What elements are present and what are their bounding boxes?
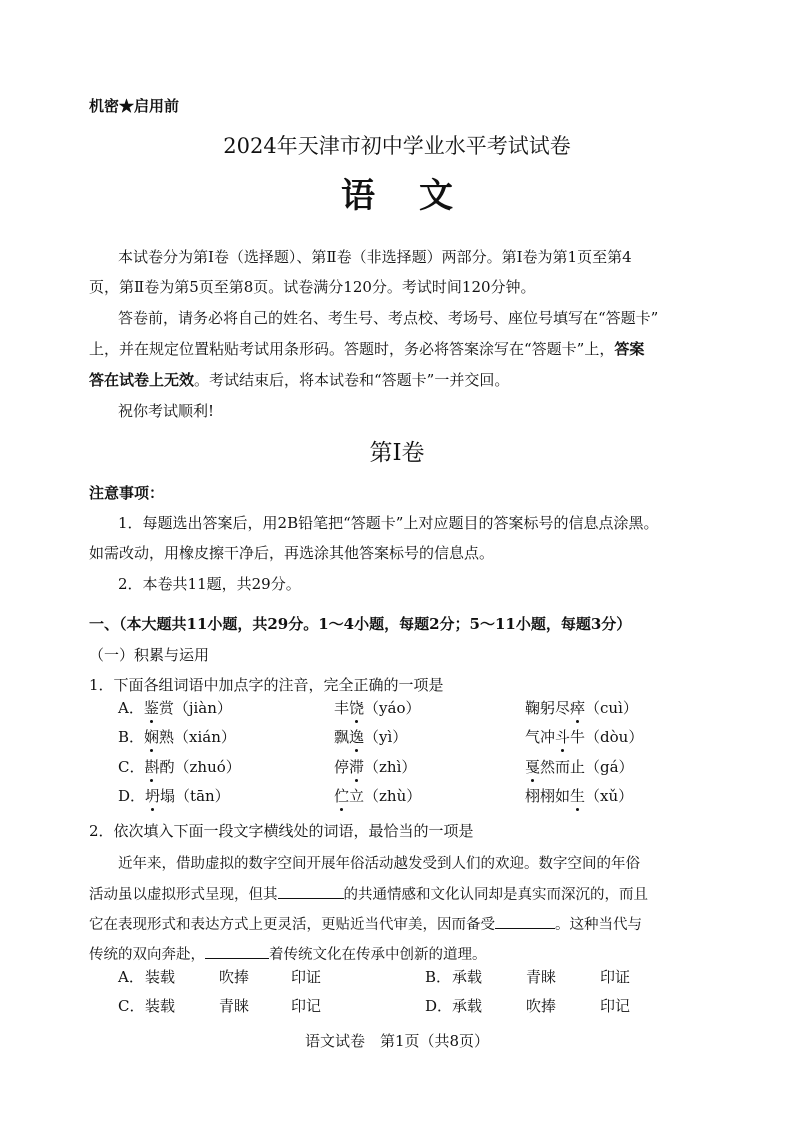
option-text: 立（zhù） <box>349 787 422 805</box>
intro-line-2: 页，第Ⅱ卷为第5页至第8页。试卷满分120分。考试时间120分钟。 <box>89 278 536 296</box>
dotted-char: 饶 <box>349 699 365 717</box>
passage-text: 活动虽以虚拟形式呈现，但其 <box>89 887 278 903</box>
confidential-mark: 机密★启用前 <box>89 97 180 115</box>
q2-option-c-word-2: 青睐 <box>219 997 250 1015</box>
fill-blank-2 <box>495 914 555 929</box>
option-text: 丰 <box>334 699 350 717</box>
notice-1-continued: 如需改动，用橡皮擦干净后，再选涂其他答案标号的信息点。 <box>89 544 495 562</box>
intro-line-5-bold: 答在试卷上无效 <box>89 371 195 389</box>
dotted-char: 生 <box>570 787 586 805</box>
q1-option-c-3 <box>525 756 634 777</box>
fill-blank-3 <box>205 944 269 959</box>
option-text: 栩栩如 <box>525 787 571 805</box>
q2-option-a-label: A． <box>118 968 144 986</box>
exam-title: 2024年天津市初中学业水平考试试卷 <box>223 134 571 158</box>
intro-line-4 <box>89 338 644 359</box>
dotted-char: 伫 <box>334 787 350 805</box>
intro-line-3: 答卷前，请务必将自己的姓名、考生号、考点校、考场号、座位号填写在“答题卡” <box>118 309 659 327</box>
option-text: 鞠躬尽 <box>525 699 571 717</box>
q2-option-a-word-1: 装载 <box>145 968 176 986</box>
question-2-stem: 2．依次填入下面一段文字横线处的词语，最恰当的一项是 <box>89 822 474 840</box>
question-1-stem: 1．下面各组词语中加点字的注音，完全正确的一项是 <box>89 676 444 694</box>
intro-good-luck: 祝你考试顺利! <box>118 402 215 420</box>
notice-1: 1．每题选出答案后，用2B铅笔把“答题卡”上对应题目的答案标号的信息点涂黑。 <box>118 514 659 532</box>
passage-text: 的共通情感和文化认同却是真实而深沉的，而且 <box>343 887 648 903</box>
option-text: （zhì） <box>364 758 417 776</box>
q2-option-d-word-3: 印记 <box>600 997 631 1015</box>
q1-option-a-2 <box>334 697 420 718</box>
q1-option-d-2 <box>334 785 421 806</box>
q2-option-d-word-1: 承载 <box>452 997 483 1015</box>
q2-passage-line-2 <box>89 883 648 904</box>
q2-passage-line-3 <box>89 913 642 934</box>
intro-line-1: 本试卷分为第Ⅰ卷（选择题）、第Ⅱ卷（非选择题）两部分。第Ⅰ卷为第1页至第4 <box>118 248 632 266</box>
dotted-char: 戛 <box>525 758 541 776</box>
dotted-char: 娴 <box>144 728 160 746</box>
option-text: （yì） <box>364 728 408 746</box>
notice-2: 2．本卷共11题，共29分。 <box>118 575 301 593</box>
option-text: 然而止（gá） <box>540 758 634 776</box>
option-text: 停 <box>334 758 350 776</box>
option-text: 酌（zhuó） <box>159 758 241 776</box>
q1-option-d-3 <box>525 785 633 806</box>
option-text: （cuì） <box>585 699 638 717</box>
option-text: 熟（xián） <box>159 728 236 746</box>
q2-option-c-word-1: 装载 <box>145 997 176 1015</box>
section-one-heading: 一、（本大题共11小题，共29分。1～4小题，每题2分；5～11小题，每题3分） <box>89 615 632 633</box>
dotted-char: 逸 <box>349 728 365 746</box>
option-text: 牛（dòu） <box>570 728 644 746</box>
passage-text: 它在表现形式和表达方式上更灵活，更贴近当代审美，因而备受 <box>89 917 495 933</box>
intro-line-5 <box>89 369 509 390</box>
q1-option-b-3 <box>525 726 643 747</box>
option-text: 飘 <box>334 728 350 746</box>
q2-passage-line-1: 近年来，借助虚拟的数字空间开展年俗活动越发受到人们的欢迎。数字空间的年俗 <box>118 856 640 872</box>
notice-heading: 注意事项： <box>89 484 165 502</box>
intro-line-5-text: 。考试结束后，将本试卷和“答题卡”一并交回。 <box>194 371 510 389</box>
q1-option-c-2 <box>334 756 416 777</box>
page-footer: 语文试卷 第1页（共8页） <box>304 1032 490 1050</box>
q1-option-d-1 <box>118 785 230 806</box>
fill-blank-1 <box>278 884 344 899</box>
option-text: 气冲 <box>525 728 556 746</box>
option-text: 塌（tān） <box>160 787 230 805</box>
dotted-char: 瘁 <box>570 699 586 717</box>
dotted-char: 坍 <box>145 787 161 805</box>
dotted-char: 滞 <box>349 758 365 776</box>
passage-text: 传统的双向奔赴， <box>89 947 205 963</box>
dotted-char: 鉴 <box>143 699 159 717</box>
q2-option-b-word-2: 青睐 <box>526 968 557 986</box>
subject-title: 语文 <box>341 176 497 216</box>
option-label: D． <box>118 787 146 805</box>
passage-text: 。这种当代与 <box>555 917 642 933</box>
option-label: C． <box>118 758 145 776</box>
dotted-char: 斟 <box>144 758 160 776</box>
passage-text: 着传统文化在传承中创新的道理。 <box>269 947 487 963</box>
q1-option-a-3 <box>525 697 638 718</box>
q2-option-b-word-1: 承载 <box>452 968 483 986</box>
q2-option-c-word-3: 印记 <box>291 997 322 1015</box>
q1-option-a-1 <box>118 697 232 718</box>
q2-passage-line-4 <box>89 943 487 964</box>
q2-option-b-label: B． <box>425 968 452 986</box>
q1-option-b-1 <box>118 726 236 747</box>
part-one-title: 第Ⅰ卷 <box>369 440 425 466</box>
q2-option-a-word-3: 印证 <box>291 968 322 986</box>
q2-option-d-label: D． <box>425 997 453 1015</box>
option-label: B． <box>118 728 145 746</box>
q1-option-b-2 <box>334 726 407 747</box>
option-label: A． <box>118 699 144 717</box>
option-text: （yáo） <box>364 699 421 717</box>
option-text: （xǔ） <box>585 787 634 805</box>
q1-option-c-1 <box>118 756 241 777</box>
intro-line-4-text: 上，并在规定位置粘贴考试用条形码。答题时，务必将答案涂写在“答题卡”上， <box>89 340 615 358</box>
q2-option-b-word-3: 印证 <box>600 968 631 986</box>
q2-option-d-word-2: 吹捧 <box>526 997 557 1015</box>
intro-line-4-bold: 答案 <box>614 340 645 358</box>
option-text: 赏（jiàn） <box>158 699 232 717</box>
q2-option-a-word-2: 吹捧 <box>219 968 250 986</box>
dotted-char: 斗 <box>555 728 571 746</box>
q2-option-c-label: C． <box>118 997 145 1015</box>
section-one-subheading: （一）积累与运用 <box>89 646 210 664</box>
